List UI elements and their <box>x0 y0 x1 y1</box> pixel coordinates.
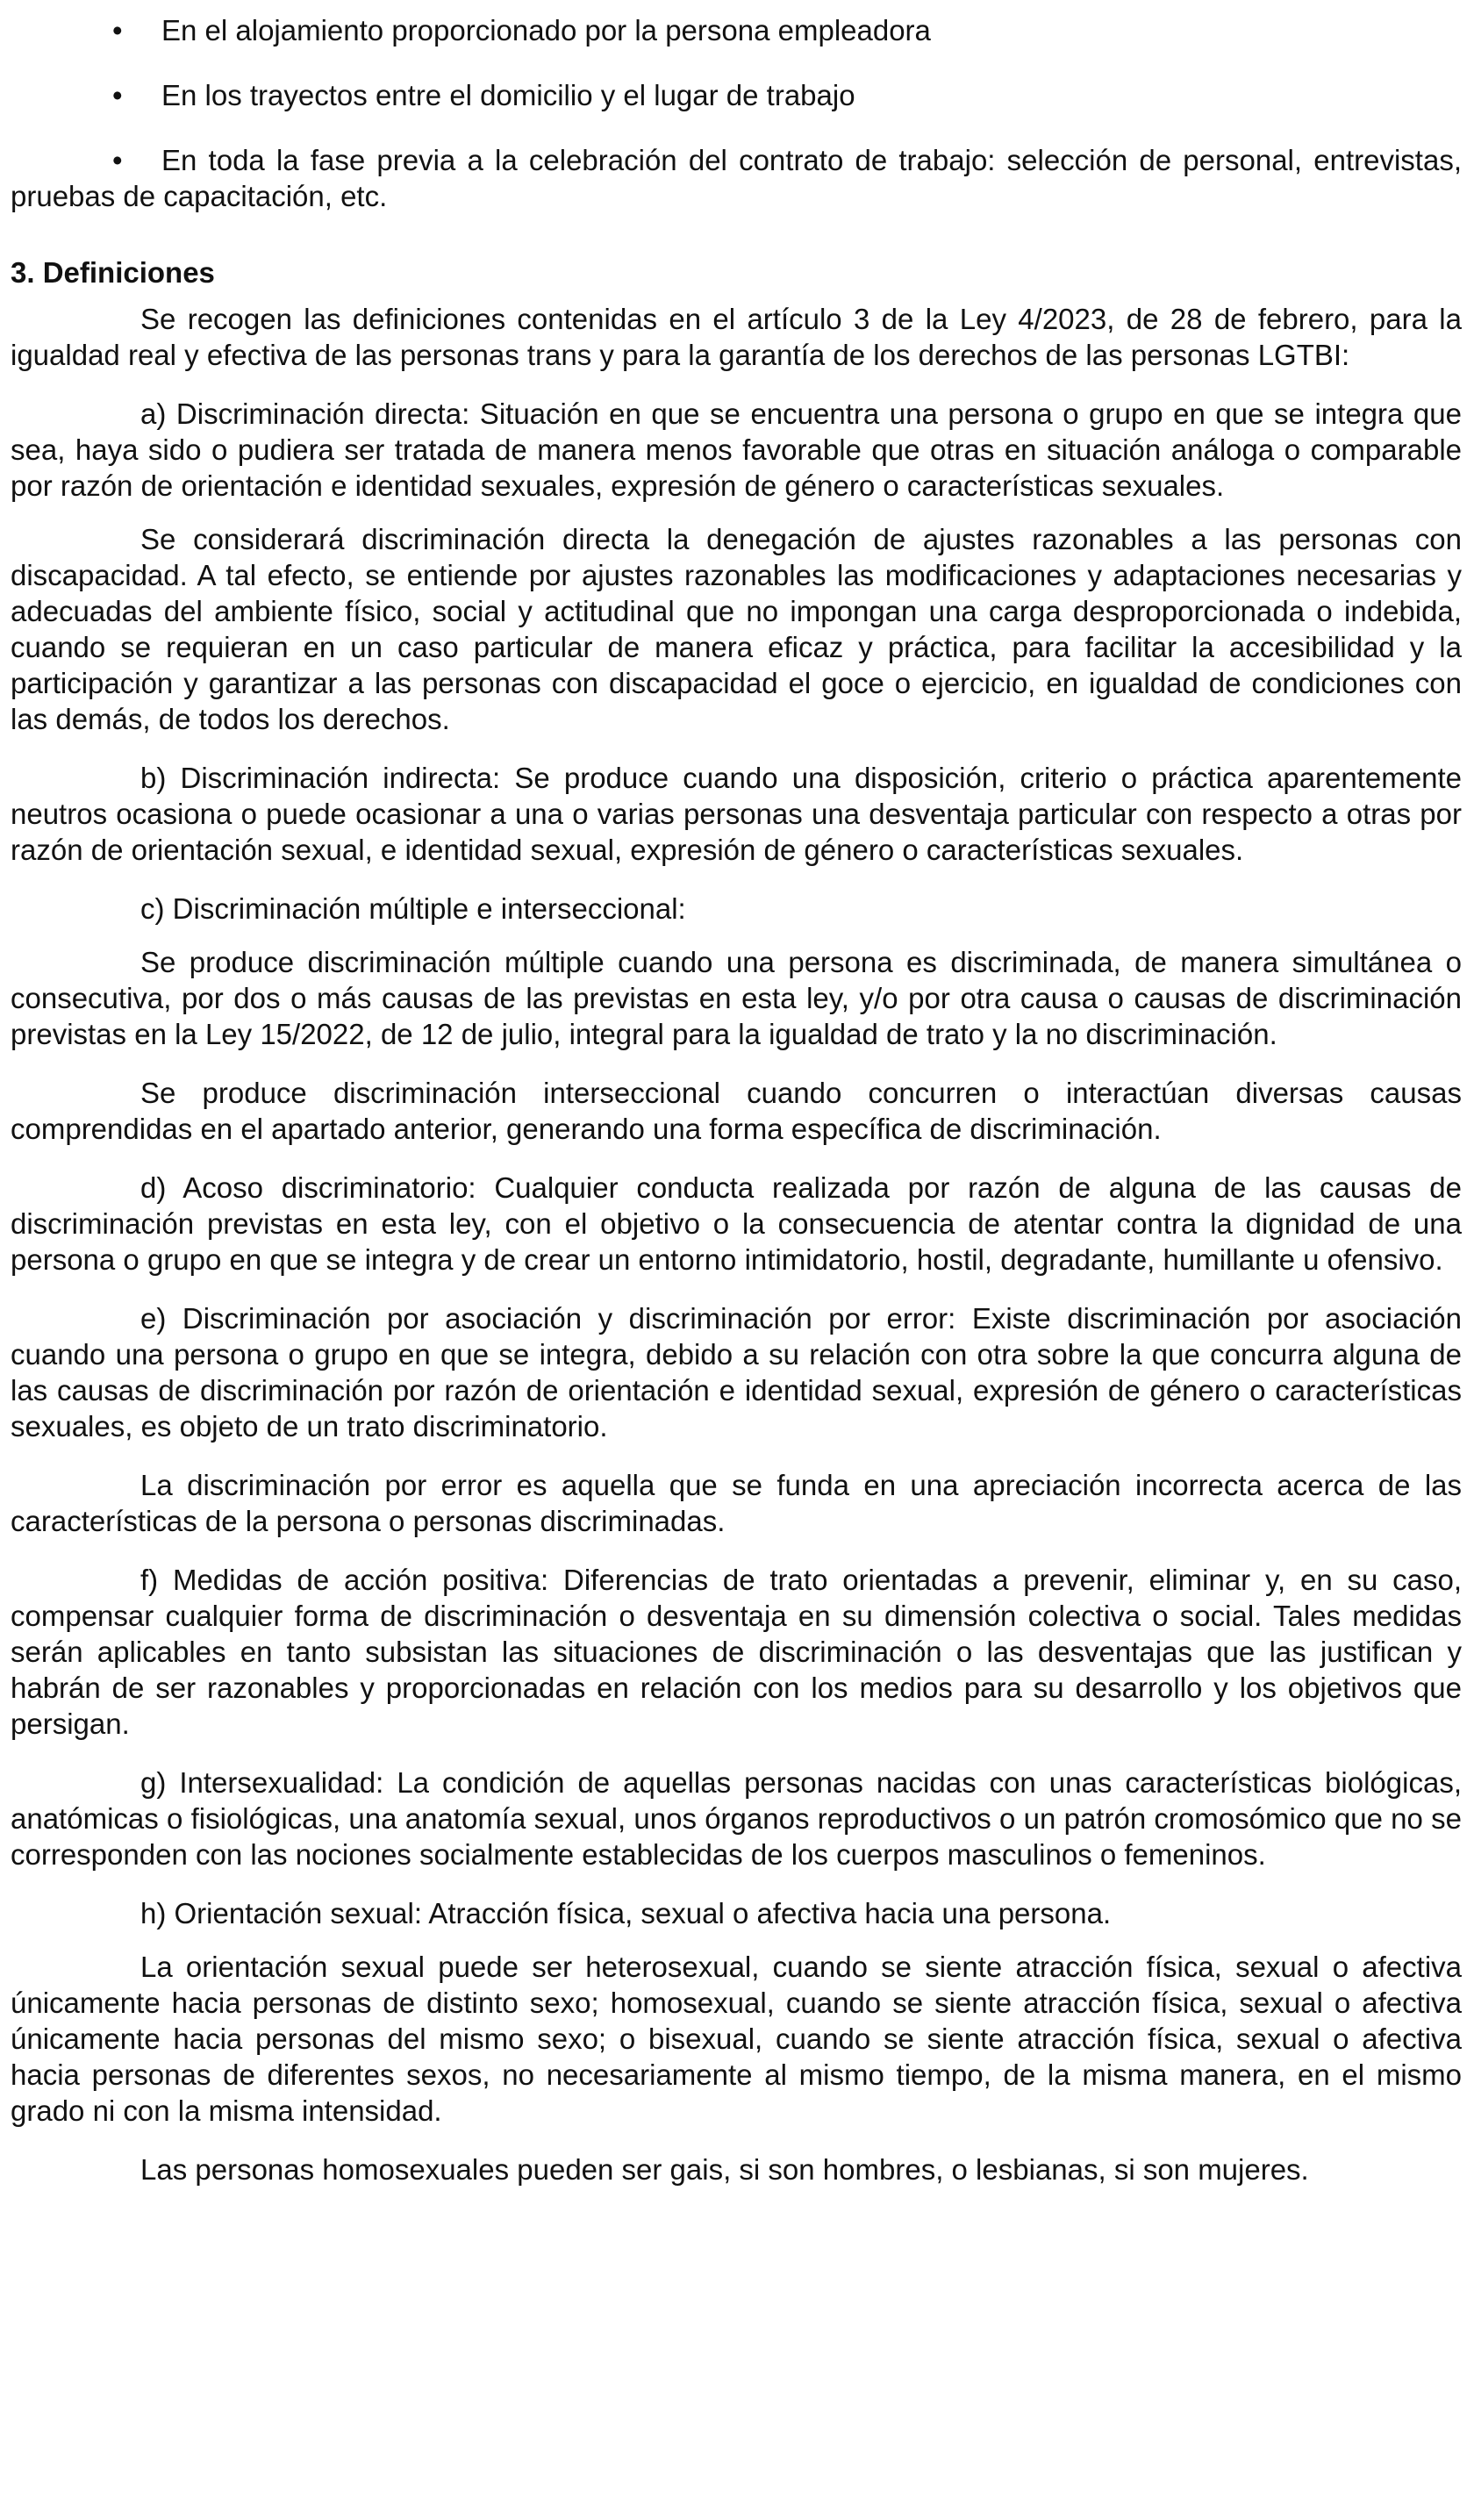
list-item <box>11 142 1462 214</box>
list-item-text: En los trayectos entre el domicilio y el lugar de trabajo <box>161 79 855 111</box>
definition-h-paragraph-3: Las personas homosexuales pueden ser gais, si son hombres, o lesbianas, si son mujeres. <box>140 2153 1309 2186</box>
bullet-icon: • <box>112 14 123 47</box>
list-item <box>11 77 1462 113</box>
definition-f: f) Medidas de acción positiva: Diferencias de trato orientadas a prevenir, eliminar y, en su caso, compensar cualquier forma de discriminación o desventaja en su dimensión colectiva o social. Tales medidas serán aplicables en tanto subsistan las situaciones de discriminación o las desventajas que las justifican y habrán de ser razonables y proporcionadas en relación con los medios para su desarrollo y los objetivos que persigan. <box>11 1564 1462 1740</box>
bullet-icon: • <box>112 79 123 111</box>
definition-c-paragraph-2: Se produce discriminación múltiple cuando una persona es discriminada, de manera simultánea o consecutiva, por dos o más causas de las previstas en esta ley, y/o por otra causa o causas de discriminación previstas en la Ley 15/2022, de 12 de julio, integral para la igualdad de trato y la no discriminación. <box>11 946 1462 1050</box>
definition-g: g) Intersexualidad: La condición de aquellas personas nacidas con unas características biológicas, anatómicas o fisiológicas, una anatomía sexual, unos órganos reproductivos o un patrón cromosómico que no se corresponden con las nociones socialmente establecidas de los cuerpos masculinos o femeninos. <box>11 1766 1462 1871</box>
definition-h-paragraph-2: La orientación sexual puede ser heterosexual, cuando se siente atracción física, sexual o afectiva únicamente hacia personas de distinto sexo; homosexual, cuando se siente atracción física, sexual o afectiva únicamente hacia personas del mismo sexo; o bisexual, cuando se siente atracción física, sexual o afectiva hacia personas de diferentes sexos, no necesariamente al mismo tiempo, de la misma manera, en el mismo grado ni con la misma intensidad. <box>11 1951 1462 2127</box>
list-item-text: En toda la fase previa a la celebración del contrato de trabajo: selección de personal, entrevistas, pruebas de capacitación, etc. <box>11 144 1462 212</box>
bullet-icon: • <box>112 144 123 176</box>
definition-e: e) Discriminación por asociación y discriminación por error: Existe discriminación por asociación cuando una persona o grupo en que se integra, debido a su relación con otra sobre la que concurra alguna de las causas de discriminación por razón de orientación e identidad sexual, expresión de género o características sexuales, es objeto de un trato discriminatorio. <box>11 1302 1462 1443</box>
section-heading: 3. Definiciones <box>11 256 215 289</box>
intro-paragraph: Se recogen las definiciones contenidas en el artículo 3 de la Ley 4/2023, de 28 de febrero, para la igualdad real y efectiva de las personas trans y para la garantía de los derechos de las personas LGTBI: <box>11 303 1462 371</box>
definition-b: b) Discriminación indirecta: Se produce cuando una disposición, criterio o práctica aparentemente neutros ocasiona o puede ocasionar a una o varias personas una desventaja particular con respecto a otras por razón de orientación sexual, e identidad sexual, expresión de género o características sexuales. <box>11 762 1462 866</box>
definition-a-paragraph-2: Se considerará discriminación directa la denegación de ajustes razonables a las personas con discapacidad. A tal efecto, se entiende por ajustes razonables las modificaciones y adaptaciones necesarias y adecuadas del ambiente físico, social y actitudinal que no impongan una carga desproporcionada o indebida, cuando se requieran en un caso particular de manera eficaz y práctica, para facilitar la accesibilidad y la participación y garantizar a las personas con discapacidad el goce o ejercicio, en igualdad de condiciones con las demás, de todos los derechos. <box>11 523 1462 735</box>
definition-c-paragraph-3: Se produce discriminación interseccional cuando concurren o interactúan diversas causas comprendidas en el apartado anterior, generando una forma específica de discriminación. <box>11 1077 1462 1145</box>
definition-c: c) Discriminación múltiple e interseccional: <box>140 892 686 925</box>
list-item <box>11 12 1462 48</box>
definition-h: h) Orientación sexual: Atracción física, sexual o afectiva hacia una persona. <box>140 1897 1112 1929</box>
definition-d: d) Acoso discriminatorio: Cualquier conducta realizada por razón de alguna de las causas de discriminación previstas en esta ley, con el objetivo o la consecuencia de atentar contra la dignidad de una persona o grupo en que se integra y de crear un entorno intimidatorio, hostil, degradante, humillante u ofensivo. <box>11 1171 1462 1276</box>
definition-a: a) Discriminación directa: Situación en que se encuentra una persona o grupo en que se integra que sea, haya sido o pudiera ser tratada de manera menos favorable que otras en situación análoga o comparable por razón de orientación e identidad sexuales, expresión de género o características sexuales. <box>11 397 1462 502</box>
list-item-text: En el alojamiento proporcionado por la persona empleadora <box>161 14 931 47</box>
definition-e-paragraph-2: La discriminación por error es aquella que se funda en una apreciación incorrecta acerca de las características de la persona o personas discriminadas. <box>11 1469 1462 1537</box>
